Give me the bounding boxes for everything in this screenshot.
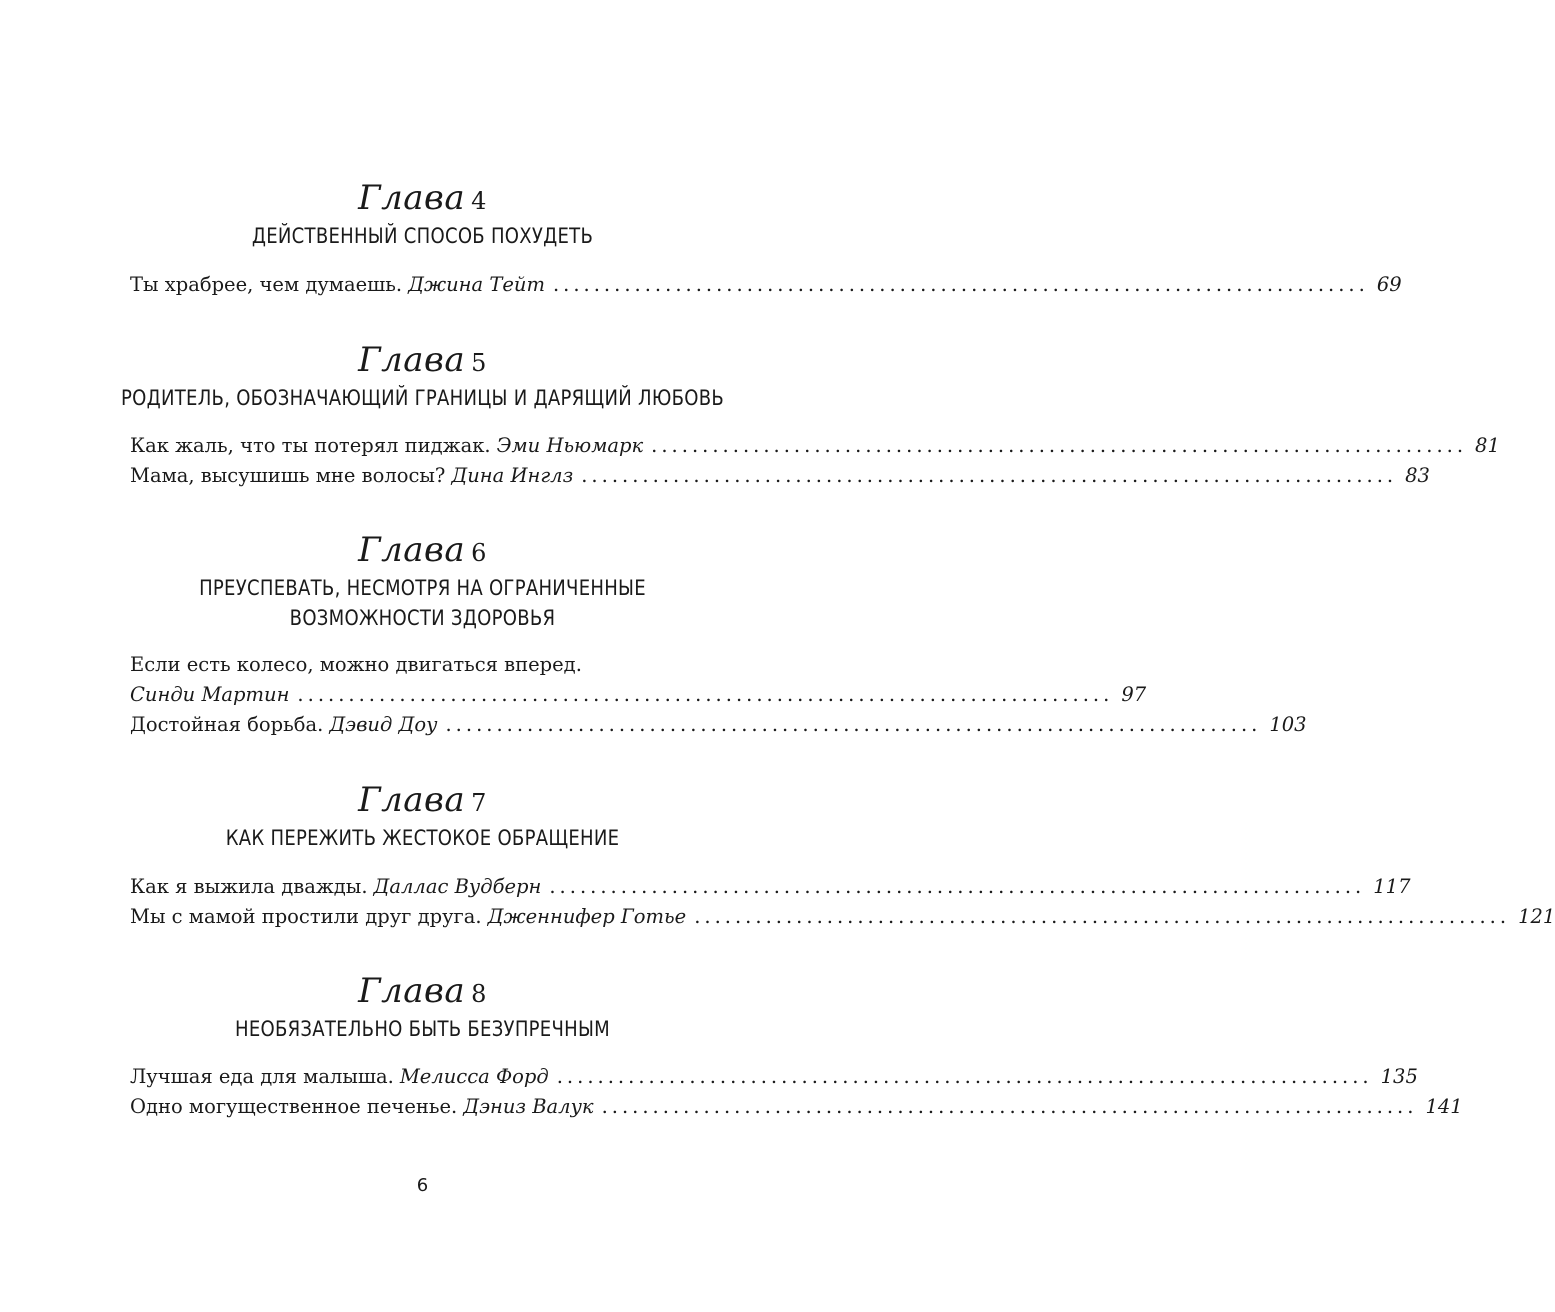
entry-page: 117 [1373,875,1411,898]
entry-author: Джина Тейт [408,273,545,296]
toc-entry[interactable] [130,710,1307,740]
dot-leader: ................................................................................ [549,875,1366,898]
entry-title: Достойная борьба. [130,713,324,736]
chapter-entries [130,431,1500,491]
chapter-heading [0,971,845,1014]
chapter-label: Глава [358,971,466,1011]
entry-page: 69 [1376,273,1402,296]
toc-entry[interactable] [130,902,1555,932]
chapter-label: Глава [358,530,466,570]
chapter-section [0,340,845,413]
entry-title: Если есть колесо, можно двигаться вперед. [130,653,582,676]
toc-entry[interactable] [130,431,1500,461]
chapter-number: 7 [471,789,487,817]
entry-title: Мама, высушишь мне волосы? [130,464,446,487]
entry-title: Ты храбрее, чем думаешь. [130,273,403,296]
toc-entry[interactable] [130,680,1147,710]
dot-leader: ................................................................................ [445,713,1262,736]
entry-page: 97 [1121,683,1147,706]
chapter-heading [0,178,845,221]
chapter-section [0,971,845,1044]
chapter-title: ВОЗМОЖНОСТИ ЗДОРОВЬЯ [289,606,556,630]
chapter-entries [130,650,1307,740]
dot-leader: ................................................................................ [552,273,1369,296]
entry-page: 103 [1269,713,1307,736]
dot-leader: ................................................................................ [601,1095,1418,1118]
chapter-heading [0,340,845,383]
entry-author: Дженнифер Готье [487,905,687,928]
entry-page: 81 [1475,434,1500,457]
entry-page: 141 [1425,1095,1463,1118]
chapter-label: Глава [358,780,466,820]
dot-leader: ................................................................................ [581,464,1398,487]
entry-author: Эми Ньюмарк [496,434,644,457]
chapter-title: НЕОБЯЗАТЕЛЬНО БЫТЬ БЕЗУПРЕЧНЫМ [234,1017,610,1041]
dot-leader: ................................................................................ [651,434,1468,457]
chapter-section [0,530,845,633]
entry-author: Дэниз Валук [463,1095,594,1118]
chapter-title: ДЕЙСТВЕННЫЙ СПОСОБ ПОХУДЕТЬ [251,224,594,248]
toc-entry[interactable] [130,872,1411,902]
toc-entry[interactable] [130,1062,1418,1092]
entry-author: Дина Инглз [451,464,574,487]
chapter-title: ПРЕУСПЕВАТЬ, НЕСМОТРЯ НА ОГРАНИЧЕННЫЕ [199,576,646,600]
entry-author: Синди Мартин [130,683,290,706]
chapter-label: Глава [358,340,466,380]
dot-leader: ................................................................................ [297,683,1114,706]
entry-title: Лучшая еда для малыша. [130,1065,394,1088]
chapter-number: 8 [471,980,487,1008]
chapter-number: 5 [471,349,487,377]
toc-entry[interactable] [130,270,1402,300]
chapter-heading [0,530,845,573]
chapter-heading [0,780,845,823]
dot-leader: ................................................................................ [694,905,1511,928]
entry-title: Как жаль, что ты потерял пиджак. [130,434,491,457]
entry-page: 83 [1405,464,1430,487]
entry-author: Дэвид Доу [329,713,438,736]
chapter-number: 6 [471,539,487,567]
page-number: 6 [416,1175,429,1196]
entry-title: Одно могущественное печенье. [130,1095,458,1118]
chapter-section [0,780,845,853]
chapter-label: Глава [358,178,466,218]
chapter-section [0,178,845,251]
chapter-entries [130,270,1402,300]
chapter-number: 4 [471,187,487,215]
chapter-entries [130,872,1555,932]
entry-author: Даллас Вудберн [373,875,542,898]
entry-page: 121 [1518,905,1555,928]
entry-title: Как я выжила дважды. [130,875,368,898]
entry-title: Мы с мамой простили друг друга. [130,905,482,928]
toc-entry[interactable] [130,1092,1463,1122]
chapter-title: РОДИТЕЛЬ, ОБОЗНАЧАЮЩИЙ ГРАНИЦЫ И ДАРЯЩИЙ ЛЮБОВЬ [120,386,724,410]
chapter-title: КАК ПЕРЕЖИТЬ ЖЕСТОКОЕ ОБРАЩЕНИЕ [225,826,620,850]
entry-author: Мелисса Форд [399,1065,549,1088]
toc-entry[interactable] [130,461,1430,491]
dot-leader: ................................................................................ [556,1065,1373,1088]
entry-page: 135 [1380,1065,1418,1088]
toc-entry[interactable] [130,650,768,680]
chapter-entries [130,1062,1463,1122]
